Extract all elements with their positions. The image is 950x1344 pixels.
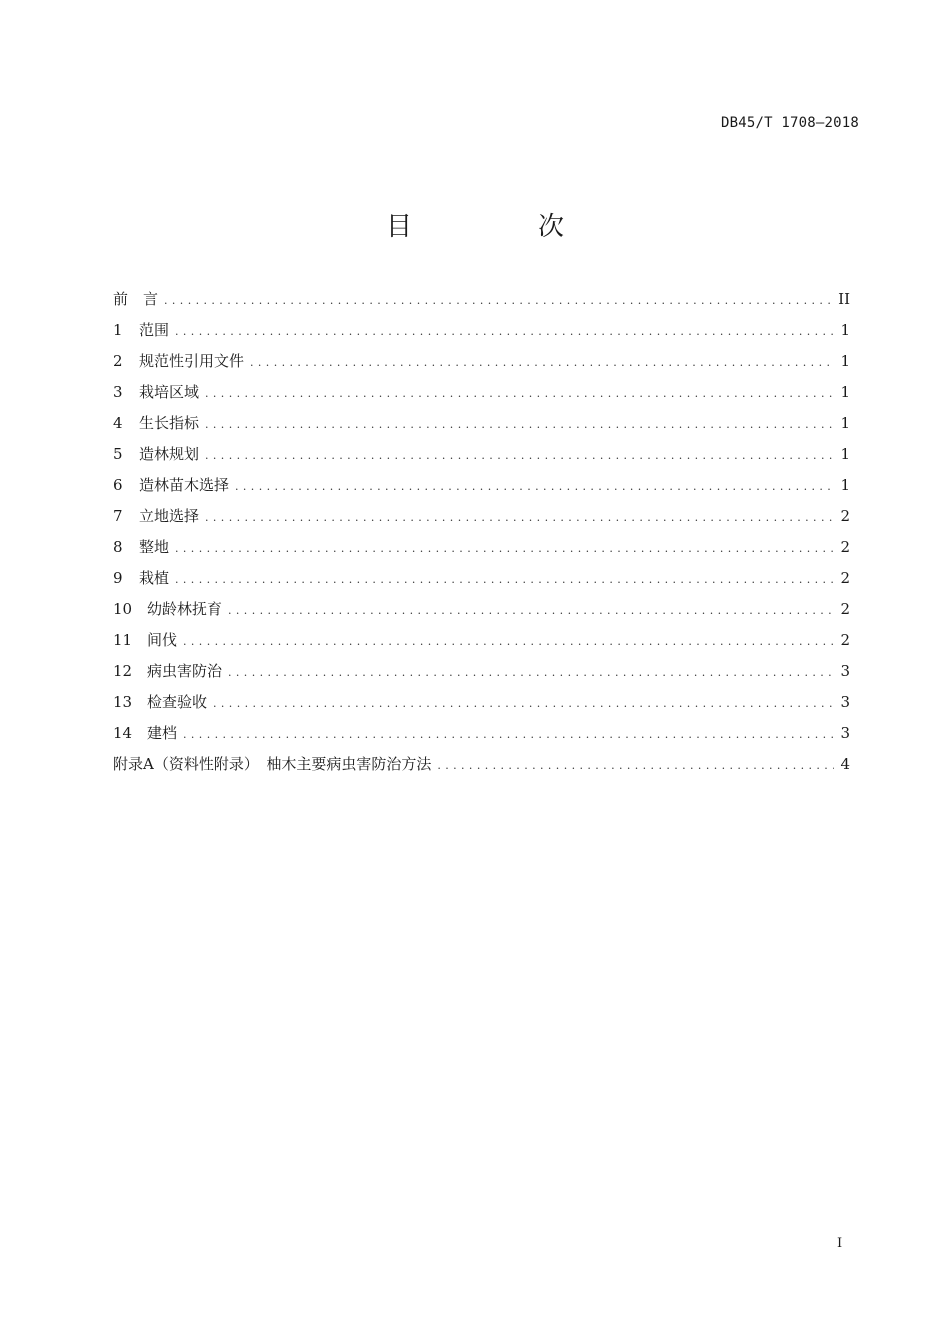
dot-leader [173, 564, 834, 595]
toc-entry-number: 10 [113, 600, 133, 618]
dot-leader [203, 502, 834, 533]
toc-entry-label: 立地选择 [139, 507, 200, 525]
toc-entry-label: 栽植 [139, 569, 170, 587]
dot-leader [211, 688, 834, 719]
toc-entry-number: 7 [113, 507, 123, 525]
toc-entry-number: 8 [113, 538, 123, 556]
dot-leader [181, 626, 834, 657]
toc-entry[interactable] [113, 346, 850, 377]
toc-entry-label: 造林规划 [139, 445, 200, 463]
toc-entry-label: 检查验收 [147, 693, 208, 711]
toc-entry-page: 1 [840, 321, 850, 339]
page-number: I [837, 1236, 843, 1251]
toc-entry-page: 1 [840, 476, 850, 494]
toc-entry-number: 13 [113, 693, 133, 711]
toc-entry-number: 1 [113, 321, 123, 339]
toc-entry-number: 3 [113, 383, 123, 401]
dot-leader [203, 378, 834, 409]
toc-entry-preface[interactable] [113, 284, 850, 315]
toc-entry[interactable] [113, 563, 850, 594]
dot-leader [248, 347, 834, 378]
toc-entry-page: 1 [840, 414, 850, 432]
dot-leader [162, 285, 832, 316]
document-code: DB45/T 1708—2018 [720, 115, 859, 131]
toc-entry-number: 2 [113, 352, 123, 370]
toc-entry-number: 11 [113, 631, 133, 649]
toc-entry-number: 12 [113, 662, 133, 680]
toc-entry[interactable] [113, 656, 850, 687]
dot-leader [226, 657, 834, 688]
toc-entry-label: 附录A（资料性附录） 柚木主要病虫害防治方法 [113, 755, 432, 773]
toc-entry-page: 3 [840, 724, 850, 742]
toc-entry-label: 幼龄林抚育 [147, 600, 223, 618]
toc-entry-number: 6 [113, 476, 123, 494]
toc-entry[interactable] [113, 687, 850, 718]
toc-entry-label: 整地 [139, 538, 170, 556]
toc-entry[interactable] [113, 501, 850, 532]
toc-entry-label: 规范性引用文件 [139, 352, 245, 370]
toc-entry-label: 造林苗木选择 [139, 476, 230, 494]
toc-entry-page: 1 [840, 383, 850, 401]
toc-entry[interactable] [113, 532, 850, 563]
toc-entry[interactable] [113, 408, 850, 439]
toc-entry-page: 2 [840, 507, 850, 525]
toc-entry-page: 2 [840, 569, 850, 587]
toc-entry[interactable] [113, 439, 850, 470]
toc-entry[interactable] [113, 625, 850, 656]
toc-entry-label: 病虫害防治 [147, 662, 223, 680]
toc-entry-number: 5 [113, 445, 123, 463]
dot-leader [226, 595, 834, 626]
toc-entry-number: 4 [113, 414, 123, 432]
toc-entry-label: 生长指标 [139, 414, 200, 432]
toc-entry-page: 3 [840, 662, 850, 680]
toc-entry-page: 2 [840, 631, 850, 649]
page-title: 目 次 [385, 212, 614, 242]
toc-entry-label: 间伐 [147, 631, 178, 649]
toc-entry-label: 范围 [139, 321, 170, 339]
toc-entry-number: 9 [113, 569, 123, 587]
dot-leader [233, 471, 834, 502]
toc-entry-page: 4 [840, 755, 850, 773]
toc-entry-label: 栽培区域 [139, 383, 200, 401]
toc-entry-page: 1 [840, 445, 850, 463]
toc-entry-label: 建档 [147, 724, 178, 742]
toc-entry-page: II [838, 290, 850, 308]
dot-leader [173, 316, 834, 347]
dot-leader [181, 719, 834, 750]
toc-entry-label: 前 言 [113, 290, 159, 308]
dot-leader [203, 440, 834, 471]
toc-entry[interactable] [113, 315, 850, 346]
toc-entry[interactable] [113, 594, 850, 625]
toc-entry-page: 2 [840, 538, 850, 556]
toc-entry-page: 3 [840, 693, 850, 711]
table-of-contents [113, 284, 850, 780]
toc-entry[interactable] [113, 470, 850, 501]
toc-entry-page: 2 [840, 600, 850, 618]
dot-leader [173, 533, 834, 564]
toc-entry-page: 1 [840, 352, 850, 370]
dot-leader [203, 409, 834, 440]
toc-entry-appendix-a[interactable] [113, 749, 850, 780]
dot-leader [435, 750, 834, 781]
toc-entry-number: 14 [113, 724, 133, 742]
toc-entry[interactable] [113, 377, 850, 408]
toc-entry[interactable] [113, 718, 850, 749]
